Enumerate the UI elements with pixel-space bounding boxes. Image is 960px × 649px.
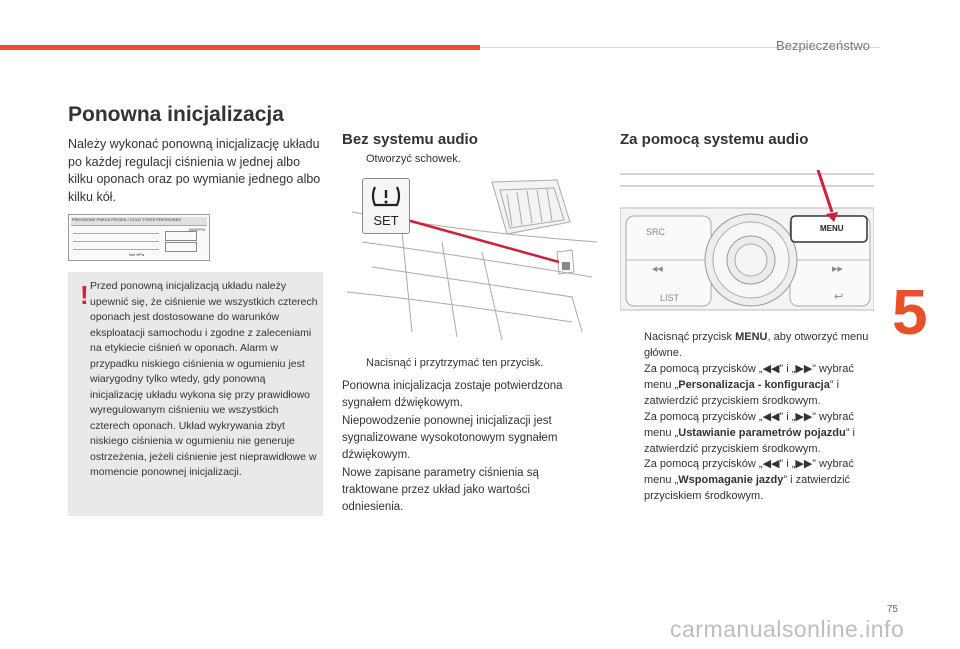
tire-pressure-warning-icon bbox=[363, 179, 409, 213]
watermark: carmanualsonline.info bbox=[670, 616, 905, 642]
chapter-number: 5 bbox=[892, 276, 928, 348]
para-confirm: Ponowna inicjalizacja zostaje potwierdzona sygnałem dźwiękowym. bbox=[342, 380, 563, 409]
warning-text: Przed ponowną inicjalizacją układu należy upewnić się, że ciśnienie we wszystkich czterech oponach jest dostosowane do warunków eksploatacji samochodu i zgodne z zaleceniami na etykiecie ciśnień w oponach. Alarm w przypadku niskiego ciśnienia w ogumieniu jest wiarygodny tylko wtedy, gdy ponowną inicjalizację układu wykona się przy prawidłowo wyregulowanym ciśnieniu we wszystkich czterech oponach. Układ wykrywania zbyt niskiego ciśnienia w ogumieniu nie generuje ostrzeżenia, jeżeli ciśnienie jest nieprawidłowe w momencie ponownej inicjalizacji. bbox=[90, 280, 318, 478]
heading-with-audio: Za pomocą systemu audio bbox=[620, 131, 809, 148]
list-button: LIST bbox=[660, 293, 680, 303]
glovebox-image bbox=[342, 172, 597, 340]
para-failure: Niepowodzenie ponownej inicjalizacji jest sygnalizowane wysokotonowym sygnałem dźwiękowym. bbox=[342, 415, 558, 461]
step-open-glovebox: Otworzyć schowek. bbox=[366, 153, 461, 165]
tire-pressure-label-image bbox=[68, 214, 210, 261]
step-select-driving-aid: Za pomocą przycisków „◀◀” i „▶▶” wybrać menu „Wspomaganie jazdy” i zatwierdzić przyciskiem środkowym. bbox=[644, 458, 854, 502]
audio-panel-image bbox=[620, 170, 874, 316]
tire-label-bottom: Nm HPa bbox=[129, 252, 145, 257]
step-select-vehicle-settings: Za pomocą przycisków „◀◀” i „▶▶” wybrać menu „Ustawianie parametrów pojazdu” i zatwierdzić przyciskiem środkowym. bbox=[644, 411, 855, 455]
step-press-hold: Nacisnąć i przytrzymać ten przycisk. bbox=[366, 357, 544, 369]
tire-label-corner: BAR/PSI bbox=[189, 227, 205, 232]
back-button: ↩ bbox=[834, 291, 844, 303]
header-accent-bar bbox=[0, 45, 480, 50]
warning-icon: ! bbox=[80, 280, 89, 310]
step-select-personalization: Za pomocą przycisków „◀◀” i „▶▶” wybrać menu „Personalizacja - konfiguracja” i zatwierdzić przyciskiem środkowym. bbox=[644, 363, 854, 407]
intro-text: Należy wykonać ponowną inicjalizację układu po każdej regulacji ciśnienia w jednej albo kilku oponach oraz po wymianie jednego albo kilku kół. bbox=[68, 137, 321, 204]
page-title: Ponowna inicjalizacja bbox=[68, 103, 284, 126]
set-label: SET bbox=[373, 213, 399, 228]
prev-button: ◀◀ bbox=[652, 266, 663, 273]
warning-box bbox=[68, 272, 323, 516]
src-button: SRC bbox=[646, 227, 666, 237]
tire-label-header: PRESSIONS PNEUS FROIDS / COLD TYRES PRESSURES bbox=[72, 217, 182, 222]
step-press-menu: Nacisnąć przycisk MENU, aby otworzyć menu główne. bbox=[644, 331, 869, 359]
page-number: 75 bbox=[886, 604, 898, 615]
heading-without-audio: Bez systemu audio bbox=[342, 131, 478, 148]
set-button-callout bbox=[362, 178, 410, 234]
para-reference: Nowe zapisane parametry ciśnienia są traktowane przez układ jako wartości odniesienia. bbox=[342, 467, 539, 513]
section-title: Bezpieczeństwo bbox=[776, 38, 870, 53]
menu-button: MENU bbox=[820, 224, 844, 233]
next-button: ▶▶ bbox=[832, 266, 843, 273]
